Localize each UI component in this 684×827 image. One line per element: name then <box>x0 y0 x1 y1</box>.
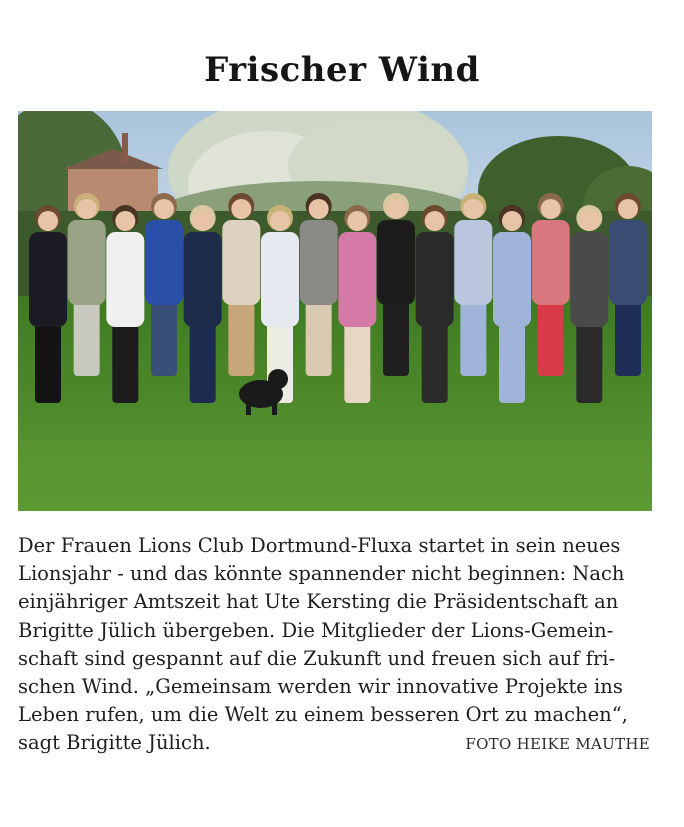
person-head <box>115 211 135 231</box>
person-body <box>261 232 299 327</box>
caption-line: schaft sind gespannt auf die Zukunft und freuen sich auf fri- <box>18 646 616 670</box>
person-head <box>425 211 445 231</box>
person-body <box>416 232 454 327</box>
person-legs <box>35 323 61 403</box>
person-body <box>106 232 144 327</box>
person-head <box>77 199 97 219</box>
person-head <box>386 199 406 219</box>
person-body <box>377 220 415 305</box>
person-body <box>145 220 183 305</box>
caption-line: Der Frauen Lions Club Dortmund-Fluxa startet in sein neues <box>18 534 621 557</box>
caption-last-line <box>18 729 652 758</box>
person-body <box>300 220 338 305</box>
person-legs <box>151 301 177 376</box>
person-body <box>609 220 647 305</box>
person-head <box>193 211 213 231</box>
person-body <box>570 232 608 327</box>
person-body <box>532 220 570 305</box>
headline: Frischer Wind <box>204 50 480 90</box>
person-legs <box>576 323 602 403</box>
person-head <box>618 199 638 219</box>
photo-credit: FOTO HEIKE MAUTHE <box>465 735 650 754</box>
person-legs <box>74 301 100 376</box>
person-head <box>309 199 329 219</box>
person-legs <box>190 323 216 403</box>
group-photo <box>18 111 652 511</box>
person-head <box>463 199 483 219</box>
person-head <box>38 211 58 231</box>
photo-caption <box>18 532 652 759</box>
person-legs <box>615 301 641 376</box>
person-head <box>270 211 290 231</box>
person-body <box>222 220 260 305</box>
person-body <box>184 232 222 327</box>
caption-line: einjähriger Amtszeit hat Ute Kersting die Präsidentschaft an <box>18 590 619 614</box>
caption-line: Leben rufen, um die Welt zu einem besseren Ort zu machen“, <box>18 703 628 727</box>
person-head <box>541 199 561 219</box>
person-legs <box>344 323 370 403</box>
caption-line: sagt Brigitte Jülich. <box>18 731 211 755</box>
person-head <box>502 211 522 231</box>
person-body <box>493 232 531 327</box>
person-legs <box>306 301 332 376</box>
person-legs <box>499 323 525 403</box>
person-body <box>68 220 106 305</box>
person-body <box>338 232 376 327</box>
person-head <box>347 211 367 231</box>
person-legs <box>112 323 138 403</box>
person-head <box>231 199 251 219</box>
caption-line: Lionsjahr - und das könnte spannender nicht beginnen: Nach <box>18 562 625 586</box>
person-head <box>579 211 599 231</box>
person-legs <box>228 301 254 376</box>
person-legs <box>422 323 448 403</box>
person-head <box>154 199 174 219</box>
person-legs <box>538 301 564 376</box>
person-body <box>454 220 492 305</box>
caption-line: schen Wind. „Gemeinsam werden wir innovative Projekte ins <box>18 675 623 699</box>
caption-line: Brigitte Jülich übergeben. Die Mitglieder der Lions-Gemein- <box>18 618 614 642</box>
person-legs <box>383 301 409 376</box>
person-body <box>29 232 67 327</box>
person-legs <box>460 301 486 376</box>
